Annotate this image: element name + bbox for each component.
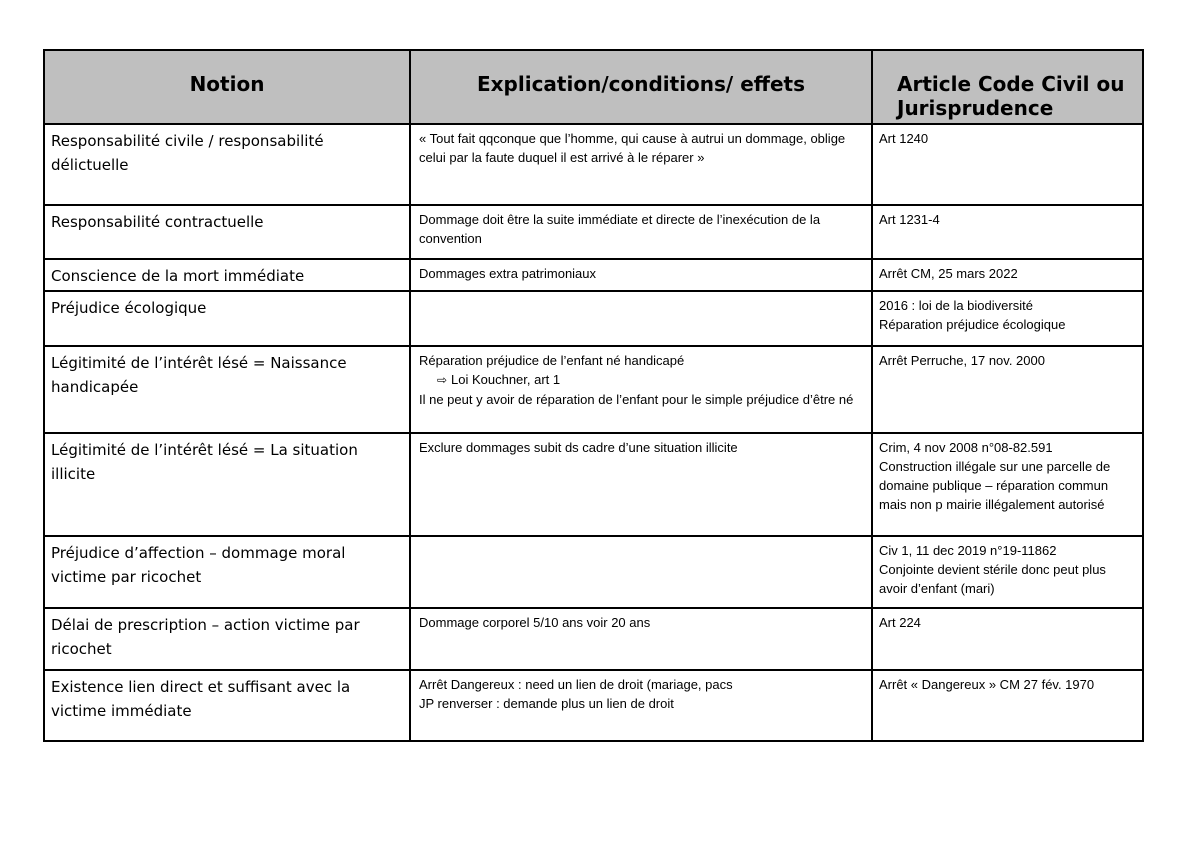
article-cell: Arrêt Perruche, 17 nov. 2000 — [872, 346, 1143, 433]
article-cell: Arrêt CM, 25 mars 2022 — [872, 259, 1143, 291]
table-row — [44, 608, 1143, 670]
explication-cell: Arrêt Dangereux : need un lien de droit (mariage, pacs JP renverser : demande plus un lien de droit — [410, 670, 872, 741]
article-cell: Art 1231-4 — [872, 205, 1143, 259]
article-cell: 2016 : loi de la biodiversité Réparation préjudice écologique — [872, 291, 1143, 346]
arrow-bullet: ⇨ Loi Kouchner, art 1 — [419, 370, 863, 390]
table-row — [44, 433, 1143, 536]
table-row — [44, 259, 1143, 291]
article-cell: Art 224 — [872, 608, 1143, 670]
arrow-right-icon: ⇨ — [437, 373, 448, 387]
table-row — [44, 346, 1143, 433]
explication-cell — [410, 536, 872, 608]
explication-cell: Dommage doit être la suite immédiate et directe de l’inexécution de la convention — [410, 205, 872, 259]
explication-cell: Exclure dommages subit ds cadre d’une situation illicite — [410, 433, 872, 536]
table-row — [44, 205, 1143, 259]
article-cell: Crim, 4 nov 2008 n°08-82.591 Construction illégale sur une parcelle de domaine publique – réparation commun mais non p mairie illégalement autorisé — [872, 433, 1143, 536]
header-notion: Notion — [44, 50, 410, 124]
notion-cell: Légitimité de l’intérêt lésé = Naissance handicapée — [44, 346, 410, 433]
explication-cell: Réparation préjudice de l’enfant né handicapé ⇨ Loi Kouchner, art 1 Il ne peut y avoir de réparation de l’enfant pour le simple préjudice d’être né — [410, 346, 872, 433]
article-cell: Arrêt « Dangereux » CM 27 fév. 1970 — [872, 670, 1143, 741]
explication-cell: « Tout fait qqconque que l’homme, qui cause à autrui un dommage, oblige celui par la faute duquel il est arrivé à le réparer » — [410, 124, 872, 205]
notion-cell: Préjudice d’affection – dommage moral victime par ricochet — [44, 536, 410, 608]
table-row — [44, 670, 1143, 741]
notion-cell: Responsabilité contractuelle — [44, 205, 410, 259]
article-cell: Civ 1, 11 dec 2019 n°19-11862 Conjointe devient stérile donc peut plus avoir d’enfant (mari) — [872, 536, 1143, 608]
article-cell: Art 1240 — [872, 124, 1143, 205]
table-row — [44, 124, 1143, 205]
header-row — [44, 50, 1143, 124]
header-explication: Explication/conditions/ effets — [410, 50, 872, 124]
notion-cell: Conscience de la mort immédiate — [44, 259, 410, 291]
notion-cell: Délai de prescription – action victime par ricochet — [44, 608, 410, 670]
notion-cell: Préjudice écologique — [44, 291, 410, 346]
header-article: Article Code Civil ou Jurisprudence — [872, 50, 1143, 124]
notion-table — [43, 49, 1144, 742]
explication-cell: Dommages extra patrimoniaux — [410, 259, 872, 291]
explication-cell: Dommage corporel 5/10 ans voir 20 ans — [410, 608, 872, 670]
table-row — [44, 291, 1143, 346]
explication-cell — [410, 291, 872, 346]
notion-cell: Existence lien direct et suffisant avec la victime immédiate — [44, 670, 410, 741]
table-row — [44, 536, 1143, 608]
notion-cell: Responsabilité civile / responsabilité délictuelle — [44, 124, 410, 205]
notion-cell: Légitimité de l’intérêt lésé = La situation illicite — [44, 433, 410, 536]
